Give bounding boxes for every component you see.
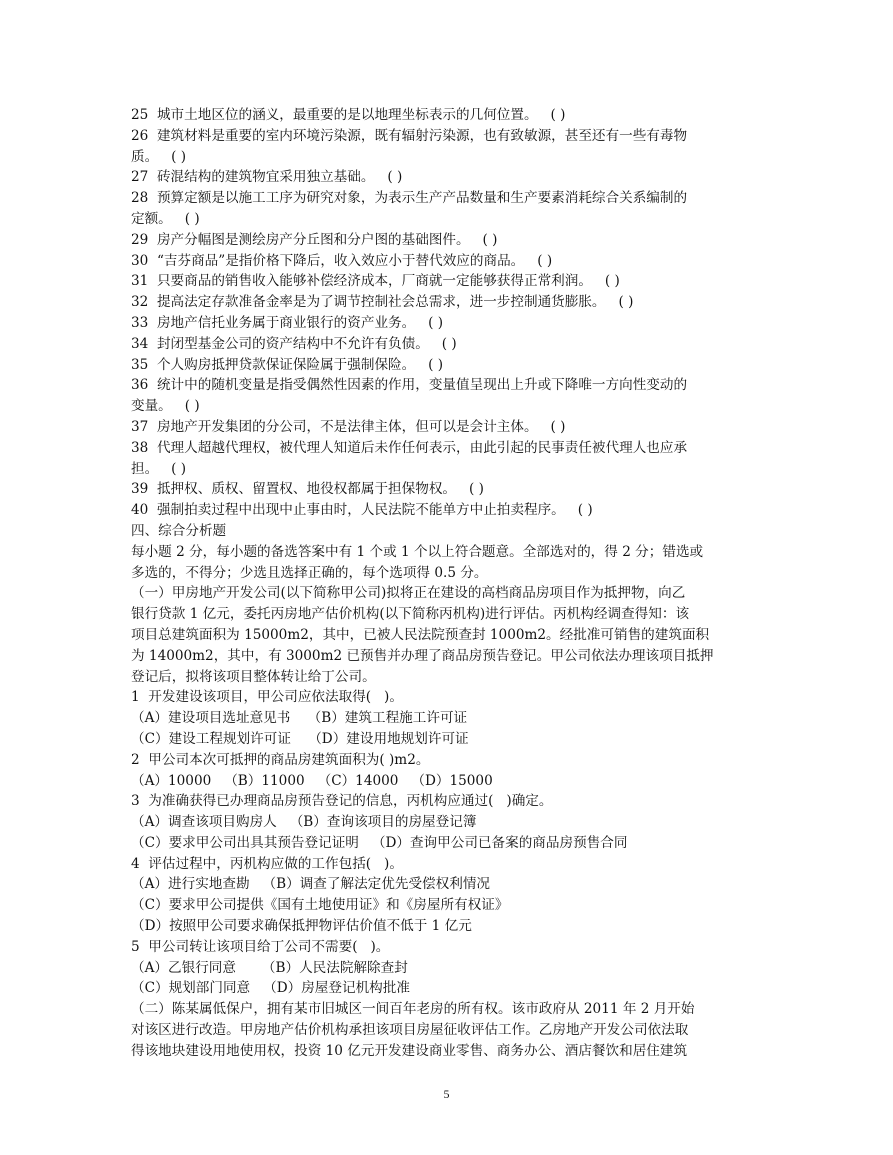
text-line: 项目总建筑面积为 15000m2，其中，已被人民法院预查封 1000m2。经批准可销售的建筑面积 [131,626,710,643]
text-line: 4 评估过程中，丙机构应做的工作包括( )。 [131,855,403,872]
text-line: （A）乙银行同意 （B）人民法院解除查封 [131,959,408,976]
text-line: 多选的，不得分；少选且选择正确的，每个选项得 0.5 分。 [131,564,488,581]
text-line: 为 14000m2，其中，有 3000m2 已预售并办理了商品房预告登记。甲公司依法办理该项目抵押 [131,647,714,664]
text-line: 5 甲公司转让该项目给丁公司不需要( )。 [131,938,390,955]
text-line: （二）陈某属低保户，拥有某市旧城区一间百年老房的所有权。该市政府从 2011 年 2 月开始 [131,1001,695,1018]
text-line: 登记后，拟将该项目整体转让给丁公司。 [131,668,376,685]
text-line: 26 建筑材料是重要的室内环境污染源，既有辐射污染源，也有致敏源，甚至还有一些有毒物 [131,127,688,144]
text-line: 1 开发建设该项目，甲公司应依法取得( )。 [131,689,403,706]
text-line: 38 代理人超越代理权，被代理人知道后未作任何表示，由此引起的民事责任被代理人也应承 [131,439,688,456]
text-line: 2 甲公司本次可抵押的商品房建筑面积为( )m2。 [131,751,430,768]
document-body [131,105,759,1062]
text-line: 担。 ( ) [131,460,187,477]
text-line: （C）规划部门同意 （D）房屋登记机构批准 [131,980,410,997]
text-line: （C）建设工程规划许可证 （D）建设用地规划许可证 [131,730,469,747]
text-line: 30 “吉芬商品”是指价格下降后，收入效应小于替代效应的商品。 ( ) [131,252,553,269]
text-line: 34 封闭型基金公司的资产结构中不允许有负债。 ( ) [131,335,457,352]
text-line: 质。 ( ) [131,148,187,165]
text-line: 36 统计中的随机变量是指受偶然性因素的作用，变量值呈现出上升或下降唯一方向性变动的 [131,377,688,394]
text-line: （一）甲房地产开发公司(以下简称甲公司)拟将正在建设的高档商品房项目作为抵押物，向乙 [131,585,686,602]
text-line: 40 强制拍卖过程中出现中止事由时，人民法院不能单方中止拍卖程序。 ( ) [131,502,593,519]
text-line: （C）要求甲公司出具其预告登记证明 （D）查询甲公司已备案的商品房预售合同 [131,834,628,851]
text-line: 32 提高法定存款准备金率是为了调节控制社会总需求，进一步控制通货膨胀。 ( ) [131,294,634,311]
text-line: （D）按照甲公司要求确保抵押物评估价值不低于 1 亿元 [131,918,472,935]
text-line: 25 城市土地区位的涵义，最重要的是以地理坐标表示的几何位置。 ( ) [131,107,566,123]
text-line: （A）建设项目选址意见书 （B）建筑工程施工许可证 [131,710,468,727]
text-line: 28 预算定额是以施工工序为研究对象，为表示生产产品数量和生产要素消耗综合关系编制的 [131,190,688,207]
text-line: 每小题 2 分，每小题的备选答案中有 1 个或 1 个以上符合题意。全部选对的，得 2 分；错选或 [131,543,704,560]
text-line: 33 房地产信托业务属于商业银行的资产业务。 ( ) [131,314,444,331]
text-line: （A）10000 （B）11000 （C）14000 （D）15000 [131,772,493,789]
text-line: 27 砖混结构的建筑物宜采用独立基础。 ( ) [131,169,403,186]
text-line: （A）调查该项目购房人 （B）查询该项目的房屋登记簿 [131,814,477,831]
text-line: 37 房地产开发集团的分公司，不是法律主体，但可以是会计主体。 ( ) [131,418,566,435]
text-line: 39 抵押权、质权、留置权、地役权都属于担保物权。 ( ) [131,481,484,498]
text-line: （C）要求甲公司提供《国有土地使用证》和《房屋所有权证》 [131,897,509,914]
text-line: 3 为准确获得已办理商品房预告登记的信息，丙机构应通过( )确定。 [131,793,553,810]
text-line: 定额。 ( ) [131,210,200,227]
text-line: 银行贷款 1 亿元，委托丙房地产估价机构(以下简称丙机构)进行评估。丙机构经调查得知：该 [131,606,690,623]
text-line: 四、综合分析题 [131,522,227,539]
text-line: 对该区进行改造。甲房地产估价机构承担该项目房屋征收评估工作。乙房地产开发公司依法取 [131,1022,689,1039]
text-line: 变量。 ( ) [131,398,200,415]
text-line: 29 房产分幅图是测绘房产分丘图和分户图的基础图件。 ( ) [131,231,498,248]
text-line: （A）进行实地查勘 （B）调查了解法定优先受偿权利情况 [131,876,491,893]
text-line: 31 只要商品的销售收入能够补偿经济成本，厂商就一定能够获得正常利润。 ( ) [131,273,620,290]
text-line: 得该地块建设用地使用权，投资 10 亿元开发建设商业零售、商务办公、酒店餐饮和居住建筑 [131,1042,688,1059]
page-number: 5 [443,1087,450,1101]
text-line: 35 个人购房抵押贷款保证保险属于强制保险。 ( ) [131,356,444,373]
